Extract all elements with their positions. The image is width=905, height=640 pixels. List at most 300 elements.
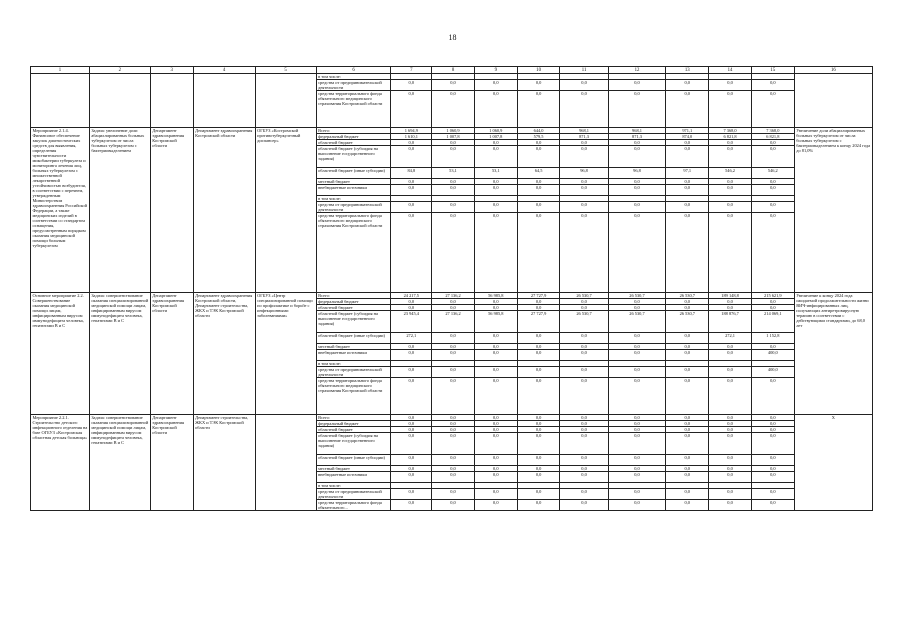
- value-cell: 0,0: [432, 421, 475, 427]
- value-cell: 0,0: [709, 179, 752, 185]
- value-cell: 0,0: [474, 305, 517, 311]
- value-cell: 0,0: [751, 80, 794, 91]
- value-cell: 26 530,7: [560, 311, 608, 333]
- funding-source-label: внебюджетные источники: [316, 185, 391, 196]
- value-cell: 0,0: [474, 367, 517, 378]
- value-cell: 0,0: [432, 415, 475, 421]
- value-cell: 0,0: [474, 333, 517, 344]
- value-cell: 0,0: [666, 146, 709, 168]
- value-cell: 0,0: [751, 202, 794, 213]
- value-cell: 0,0: [391, 433, 432, 455]
- value-cell: 0,0: [666, 489, 709, 500]
- funding-source-label: областной бюджет (иные субсидии): [316, 455, 391, 466]
- value-cell: 0,0: [391, 472, 432, 483]
- value-cell: 0,0: [608, 185, 666, 196]
- column-number-13: 13: [666, 67, 709, 74]
- funding-source-label: местный бюджет: [316, 466, 391, 472]
- value-cell: 97,1: [666, 168, 709, 179]
- cell-c3: [150, 74, 193, 128]
- funding-source-label: областной бюджет (иные субсидии): [316, 168, 391, 179]
- value-cell: 0,0: [517, 378, 560, 415]
- column-number-9: 9: [474, 67, 517, 74]
- column-number-5: 5: [255, 67, 316, 74]
- cell-c4: Департамент строительства, ЖКХ и ТЭК Костромской области: [193, 415, 255, 511]
- column-number-4: 4: [193, 67, 255, 74]
- value-cell: 6 821,8: [709, 134, 752, 140]
- value-cell: 0,0: [608, 80, 666, 91]
- value-cell: 0,0: [666, 466, 709, 472]
- cell-c5: [255, 415, 316, 511]
- value-cell: 0,0: [709, 367, 752, 378]
- value-cell: 1 152,8: [751, 333, 794, 344]
- value-cell: 0,0: [608, 466, 666, 472]
- value-cell: 0,0: [391, 202, 432, 213]
- value-cell: 0,0: [391, 415, 432, 421]
- value-cell: 0,0: [666, 472, 709, 483]
- value-cell: 1 610,1: [391, 134, 432, 140]
- value-cell: 0,0: [709, 202, 752, 213]
- value-cell: 0,0: [608, 305, 666, 311]
- value-cell: 871,3: [608, 134, 666, 140]
- funding-source-label: местный бюджет: [316, 179, 391, 185]
- value-cell: 0,0: [432, 299, 475, 305]
- value-cell: 7 368,0: [751, 128, 794, 134]
- cell-c3: Департамент здравоохранения Костромской области: [150, 415, 193, 511]
- value-cell: 0,0: [709, 489, 752, 500]
- cell-c1: Мероприятие 2.2.1. Строительство детского инфекционного отделения на базе ОГБУЗ «Костромская областная детская больница»: [31, 415, 90, 511]
- value-cell: 0,0: [474, 344, 517, 350]
- funding-source-label: внебюджетные источники: [316, 350, 391, 361]
- value-cell: 0,0: [517, 344, 560, 350]
- funding-source-label: средства территориального фонда обязательного медицинского страхования Костромской области: [316, 378, 391, 415]
- value-cell: 27 136,2: [432, 293, 475, 299]
- funding-source-label: в том числе:: [316, 483, 391, 489]
- value-cell: 0,0: [560, 427, 608, 433]
- value-cell: 0,0: [560, 415, 608, 421]
- value-cell: 0,0: [751, 415, 794, 421]
- value-cell: 0,0: [517, 179, 560, 185]
- value-cell: 644,0: [517, 128, 560, 134]
- value-cell: 0,0: [560, 299, 608, 305]
- value-cell: 56 985,8: [474, 311, 517, 333]
- cell-c5: [255, 74, 316, 128]
- value-cell: 0,0: [560, 455, 608, 466]
- cell-c5: ОГБУЗ «Центр специализированной помощи по профилактике и борьбе с инфекционными заболеваниями»: [255, 293, 316, 415]
- value-cell: 0,0: [666, 202, 709, 213]
- value-cell: 0,0: [391, 179, 432, 185]
- value-cell: 0,0: [608, 350, 666, 361]
- column-number-2: 2: [89, 67, 150, 74]
- value-cell: 0,0: [517, 140, 560, 146]
- value-cell: 1 060,9: [474, 128, 517, 134]
- column-number-12: 12: [608, 67, 666, 74]
- value-cell: 0,0: [432, 350, 475, 361]
- value-cell: 0,0: [608, 140, 666, 146]
- funding-source-label: областной бюджет: [316, 427, 391, 433]
- value-cell: 0,0: [709, 344, 752, 350]
- value-cell: 0,0: [391, 140, 432, 146]
- value-cell: 0,0: [474, 146, 517, 168]
- value-cell: 0,0: [560, 146, 608, 168]
- program-table: [30, 66, 873, 511]
- value-cell: 0,0: [474, 489, 517, 500]
- value-cell: 26 530,7: [608, 311, 666, 333]
- value-cell: 0,0: [391, 80, 432, 91]
- funding-source-label: Всего:: [316, 293, 391, 299]
- value-cell: 0,0: [608, 500, 666, 511]
- value-cell: 0,0: [391, 350, 432, 361]
- value-cell: 0,0: [474, 433, 517, 455]
- value-cell: 23 945,4: [391, 311, 432, 333]
- value-cell: 0,0: [709, 80, 752, 91]
- value-cell: 0,0: [709, 378, 752, 415]
- funding-source-label: областной бюджет: [316, 305, 391, 311]
- value-cell: 0,0: [474, 415, 517, 421]
- value-cell: 0,0: [517, 185, 560, 196]
- value-cell: 0,0: [517, 433, 560, 455]
- value-cell: 0,0: [432, 185, 475, 196]
- column-number-8: 8: [432, 67, 475, 74]
- value-cell: 0,0: [666, 344, 709, 350]
- value-cell: 26 530,7: [608, 293, 666, 299]
- cell-c2: Задача: совершенствование оказания специализированной медицинской помощи лицам, инфицированным вирусом иммунодефицита человека, гепатитами В и С: [89, 415, 150, 511]
- value-cell: 0,0: [474, 213, 517, 293]
- cell-c5: ОГБУЗ «Костромской противотуберкулезный диспансер»: [255, 128, 316, 293]
- value-cell: 0,0: [517, 455, 560, 466]
- value-cell: 214 069,1: [751, 311, 794, 333]
- value-cell: 0,0: [666, 427, 709, 433]
- value-cell: 0,0: [666, 350, 709, 361]
- value-cell: 0,0: [517, 146, 560, 168]
- column-number-6: 6: [316, 67, 391, 74]
- value-cell: 0,0: [709, 140, 752, 146]
- funding-source-label: средства от предпринимательской деятельности: [316, 202, 391, 213]
- value-cell: 0,0: [391, 427, 432, 433]
- value-cell: 546,2: [709, 168, 752, 179]
- value-cell: 0,0: [608, 433, 666, 455]
- value-cell: 0,0: [608, 455, 666, 466]
- value-cell: 0,0: [751, 427, 794, 433]
- value-cell: 0,0: [666, 378, 709, 415]
- value-cell: 0,0: [560, 333, 608, 344]
- value-cell: 0,0: [474, 202, 517, 213]
- value-cell: 0,0: [560, 500, 608, 511]
- value-cell: 0,0: [432, 202, 475, 213]
- value-cell: 0,0: [751, 146, 794, 168]
- value-cell: 0,0: [608, 202, 666, 213]
- value-cell: 189 148,8: [709, 293, 752, 299]
- value-cell: 0,0: [391, 466, 432, 472]
- value-cell: 84,8: [391, 168, 432, 179]
- cell-c1: Основное мероприятие 2.2. Совершенствование оказания медицинской помощи лицам, инфицированным вирусом иммунодефицита человека, гепатитами В и С: [31, 293, 90, 415]
- cell-c3: Департамент здравоохранения Костромской области: [150, 293, 193, 415]
- value-cell: 0,0: [391, 367, 432, 378]
- value-cell: 546,2: [751, 168, 794, 179]
- value-cell: 0,0: [560, 305, 608, 311]
- value-cell: 0,0: [608, 146, 666, 168]
- funding-source-label: местный бюджет: [316, 344, 391, 350]
- value-cell: 0,0: [432, 140, 475, 146]
- funding-source-label: внебюджетные источники: [316, 472, 391, 483]
- value-cell: 0,0: [432, 489, 475, 500]
- value-cell: 0,0: [608, 213, 666, 293]
- value-cell: 0,0: [560, 202, 608, 213]
- value-cell: 0,0: [560, 140, 608, 146]
- value-cell: 0,0: [517, 299, 560, 305]
- funding-source-label: в том числе:: [316, 196, 391, 202]
- cell-c2: Задача: увеличение доли абациллированных больных туберкулезом от числа больных туберкулезом с бактериовыделением: [89, 128, 150, 293]
- value-cell: 0,0: [517, 202, 560, 213]
- value-cell: 0,0: [474, 500, 517, 511]
- value-cell: 0,0: [666, 140, 709, 146]
- value-cell: 0,0: [666, 433, 709, 455]
- value-cell: 0,0: [608, 91, 666, 128]
- column-number-16: 16: [794, 67, 872, 74]
- value-cell: 0,0: [666, 179, 709, 185]
- value-cell: 0,0: [517, 421, 560, 427]
- value-cell: 0,0: [751, 213, 794, 293]
- value-cell: 26 530,7: [666, 311, 709, 333]
- value-cell: 0,0: [666, 367, 709, 378]
- column-number-1: 1: [31, 67, 90, 74]
- value-cell: 0,0: [474, 455, 517, 466]
- value-cell: 968,1: [608, 128, 666, 134]
- cell-c1: Мероприятие 2.1.4. Финансовое обеспечение закупок диагностических средств для выявления, определения чувствительности микобактерии туберкулеза и мониторинга лечения лиц, больных туберкулезом с множественной лекарственной устойчивостью возбудителя, в соответствии с перечнем, утвержденным Министерством здравоохранения Российской Федерации, а также медицинских изделий в соответствии со стандартом оснащения, предусмотренным порядком оказания медицинской помощи больным туберкулезом: [31, 128, 90, 293]
- value-cell: 0,0: [560, 421, 608, 427]
- funding-source-label: средства от предпринимательской деятельности: [316, 80, 391, 91]
- value-cell: 0,0: [560, 91, 608, 128]
- value-cell: 0,0: [432, 472, 475, 483]
- value-cell: 0,0: [432, 213, 475, 293]
- cell-c2: Задача: совершенствование оказания специализированной медицинской помощи лицам, инфицированным вирусом иммунодефицита человека, гепатитами В и С: [89, 293, 150, 415]
- expected-result-cell: Увеличение к концу 2024 года ожидаемой продолжительности жизни ВИЧ-инфицированных лиц, получающих антиретровирусную терапию в соответствии с действующими стандартами, до 68,0 лет: [794, 293, 872, 415]
- value-cell: 0,0: [751, 185, 794, 196]
- value-cell: 6 821,8: [751, 134, 794, 140]
- value-cell: 0,0: [751, 421, 794, 427]
- value-cell: 53,1: [474, 168, 517, 179]
- value-cell: 0,0: [608, 489, 666, 500]
- value-cell: 0,0: [391, 489, 432, 500]
- value-cell: 0,0: [709, 299, 752, 305]
- value-cell: 27 727,9: [517, 293, 560, 299]
- value-cell: 0,0: [432, 344, 475, 350]
- value-cell: 272,1: [709, 333, 752, 344]
- value-cell: 0,0: [474, 378, 517, 415]
- funding-source-label: средства территориального фонда обязательного...: [316, 500, 391, 511]
- value-cell: 0,0: [666, 185, 709, 196]
- value-cell: 0,0: [517, 80, 560, 91]
- value-cell: 0,0: [517, 333, 560, 344]
- value-cell: 0,0: [709, 472, 752, 483]
- value-cell: 0,0: [751, 455, 794, 466]
- value-cell: 0,0: [709, 146, 752, 168]
- value-cell: 0,0: [608, 421, 666, 427]
- funding-source-label: Всего:: [316, 415, 391, 421]
- value-cell: 0,0: [517, 367, 560, 378]
- value-cell: 0,0: [751, 472, 794, 483]
- value-cell: 0,0: [432, 179, 475, 185]
- value-cell: 96,8: [608, 168, 666, 179]
- value-cell: 0,0: [560, 367, 608, 378]
- value-cell: 1 060,9: [432, 128, 475, 134]
- value-cell: 0,0: [666, 415, 709, 421]
- value-cell: 0,0: [432, 80, 475, 91]
- value-cell: 0,0: [517, 466, 560, 472]
- column-number-10: 10: [517, 67, 560, 74]
- value-cell: 0,0: [666, 299, 709, 305]
- column-number-15: 15: [751, 67, 794, 74]
- value-cell: 0,0: [391, 378, 432, 415]
- funding-source-label: федеральный бюджет: [316, 134, 391, 140]
- expected-result-cell: X: [794, 415, 872, 511]
- column-number-11: 11: [560, 67, 608, 74]
- value-cell: 0,0: [560, 213, 608, 293]
- value-cell: 971,1: [666, 128, 709, 134]
- value-cell: 0,0: [751, 179, 794, 185]
- value-cell: 0,0: [560, 378, 608, 415]
- funding-source-label: Всего:: [316, 128, 391, 134]
- cell-c3: Департамент здравоохранения Костромской области: [150, 128, 193, 293]
- value-cell: 0,0: [432, 500, 475, 511]
- value-cell: 0,0: [474, 350, 517, 361]
- value-cell: 0,0: [560, 472, 608, 483]
- value-cell: 0,0: [474, 472, 517, 483]
- value-cell: 0,0: [751, 489, 794, 500]
- value-cell: 0,0: [560, 350, 608, 361]
- value-cell: 56 985,8: [474, 293, 517, 299]
- value-cell: 0,0: [474, 140, 517, 146]
- table-body: [31, 67, 873, 511]
- value-cell: 0,0: [391, 91, 432, 128]
- value-cell: 0,0: [391, 455, 432, 466]
- value-cell: 0,0: [709, 500, 752, 511]
- value-cell: 0,0: [709, 466, 752, 472]
- page-number: 18: [448, 33, 457, 42]
- value-cell: 0,0: [560, 433, 608, 455]
- value-cell: 0,0: [608, 472, 666, 483]
- value-cell: 0,0: [709, 427, 752, 433]
- value-cell: 0,0: [751, 433, 794, 455]
- value-cell: 0,0: [751, 344, 794, 350]
- value-cell: 0,0: [751, 466, 794, 472]
- funding-source-label: областной бюджет (субсидия на выполнение государственного задания): [316, 433, 391, 455]
- value-cell: 0,0: [608, 427, 666, 433]
- value-cell: 0,0: [560, 185, 608, 196]
- value-cell: 0,0: [474, 299, 517, 305]
- value-cell: 188 876,7: [709, 311, 752, 333]
- value-cell: 1 007,8: [474, 134, 517, 140]
- value-cell: 53,1: [432, 168, 475, 179]
- value-cell: 26 530,7: [560, 293, 608, 299]
- value-cell: 1 694,9: [391, 128, 432, 134]
- value-cell: 0,0: [709, 91, 752, 128]
- value-cell: 0,0: [391, 146, 432, 168]
- column-number-14: 14: [709, 67, 752, 74]
- value-cell: 215 621,9: [751, 293, 794, 299]
- value-cell: 0,0: [517, 305, 560, 311]
- value-cell: 871,3: [560, 134, 608, 140]
- value-cell: 26 530,7: [666, 293, 709, 299]
- value-cell: 0,0: [432, 466, 475, 472]
- value-cell: 0,0: [666, 80, 709, 91]
- value-cell: 0,0: [666, 305, 709, 311]
- funding-source-label: средства территориального фонда обязательного медицинского страхования Костромской области: [316, 213, 391, 293]
- value-cell: 0,0: [709, 415, 752, 421]
- value-cell: 0,0: [560, 80, 608, 91]
- value-cell: 0,0: [391, 305, 432, 311]
- value-cell: 0,0: [432, 427, 475, 433]
- value-cell: 24 217,5: [391, 293, 432, 299]
- value-cell: 0,0: [517, 415, 560, 421]
- value-cell: 0,0: [751, 500, 794, 511]
- value-cell: 272,1: [391, 333, 432, 344]
- funding-source-label: федеральный бюджет: [316, 299, 391, 305]
- value-cell: 0,0: [517, 91, 560, 128]
- value-cell: 96,8: [560, 168, 608, 179]
- value-cell: 0,0: [391, 185, 432, 196]
- value-cell: 0,0: [391, 500, 432, 511]
- funding-source-label: областной бюджет (субсидия на выполнение государственного задания): [316, 311, 391, 333]
- value-cell: 0,0: [666, 333, 709, 344]
- value-cell: 0,0: [474, 466, 517, 472]
- value-cell: 0,0: [666, 421, 709, 427]
- value-cell: 7 368,0: [709, 128, 752, 134]
- value-cell: 0,0: [432, 91, 475, 128]
- value-cell: 0,0: [608, 378, 666, 415]
- funding-source-label: в том числе:: [316, 74, 391, 80]
- value-cell: 0,0: [751, 305, 794, 311]
- value-cell: 0,0: [432, 367, 475, 378]
- value-cell: 0,0: [751, 378, 794, 415]
- value-cell: 0,0: [666, 91, 709, 128]
- funding-source-label: средства от предпринимательской деятельности: [316, 489, 391, 500]
- value-cell: 0,0: [751, 91, 794, 128]
- value-cell: 0,0: [474, 91, 517, 128]
- value-cell: 0,0: [474, 80, 517, 91]
- funding-source-label: областной бюджет: [316, 140, 391, 146]
- value-cell: 0,0: [709, 350, 752, 361]
- value-cell: 0,0: [608, 299, 666, 305]
- value-cell: 0,0: [608, 344, 666, 350]
- value-cell: 0,0: [474, 179, 517, 185]
- value-cell: 0,0: [709, 185, 752, 196]
- value-cell: 0,0: [474, 421, 517, 427]
- value-cell: 1 007,8: [432, 134, 475, 140]
- value-cell: 874,0: [666, 134, 709, 140]
- value-cell: 0,0: [517, 427, 560, 433]
- cell-c1: [31, 74, 90, 128]
- value-cell: 0,0: [432, 378, 475, 415]
- value-cell: 0,0: [432, 433, 475, 455]
- value-cell: 0,0: [666, 213, 709, 293]
- value-cell: 0,0: [517, 213, 560, 293]
- cell-c4: Департамент здравоохранения Костромской области, Департамент строительства, ЖКХ и ТЭК Костромской области: [193, 293, 255, 415]
- value-cell: 0,0: [432, 455, 475, 466]
- funding-source-label: федеральный бюджет: [316, 421, 391, 427]
- value-cell: 0,0: [391, 213, 432, 293]
- value-cell: 400,0: [751, 350, 794, 361]
- value-cell: 0,0: [517, 500, 560, 511]
- value-cell: 0,0: [608, 415, 666, 421]
- value-cell: 0,0: [751, 140, 794, 146]
- value-cell: 0,0: [474, 185, 517, 196]
- value-cell: 0,0: [709, 305, 752, 311]
- expected-result-cell: Увеличение доли абациллированных больных туберкулезом от числа больных туберкулезом с бактериовыделением к концу 2024 года до 81,0%: [794, 128, 872, 293]
- value-cell: 0,0: [751, 299, 794, 305]
- column-number-row: [31, 67, 873, 74]
- value-cell: 0,0: [560, 344, 608, 350]
- value-cell: 27 727,9: [517, 311, 560, 333]
